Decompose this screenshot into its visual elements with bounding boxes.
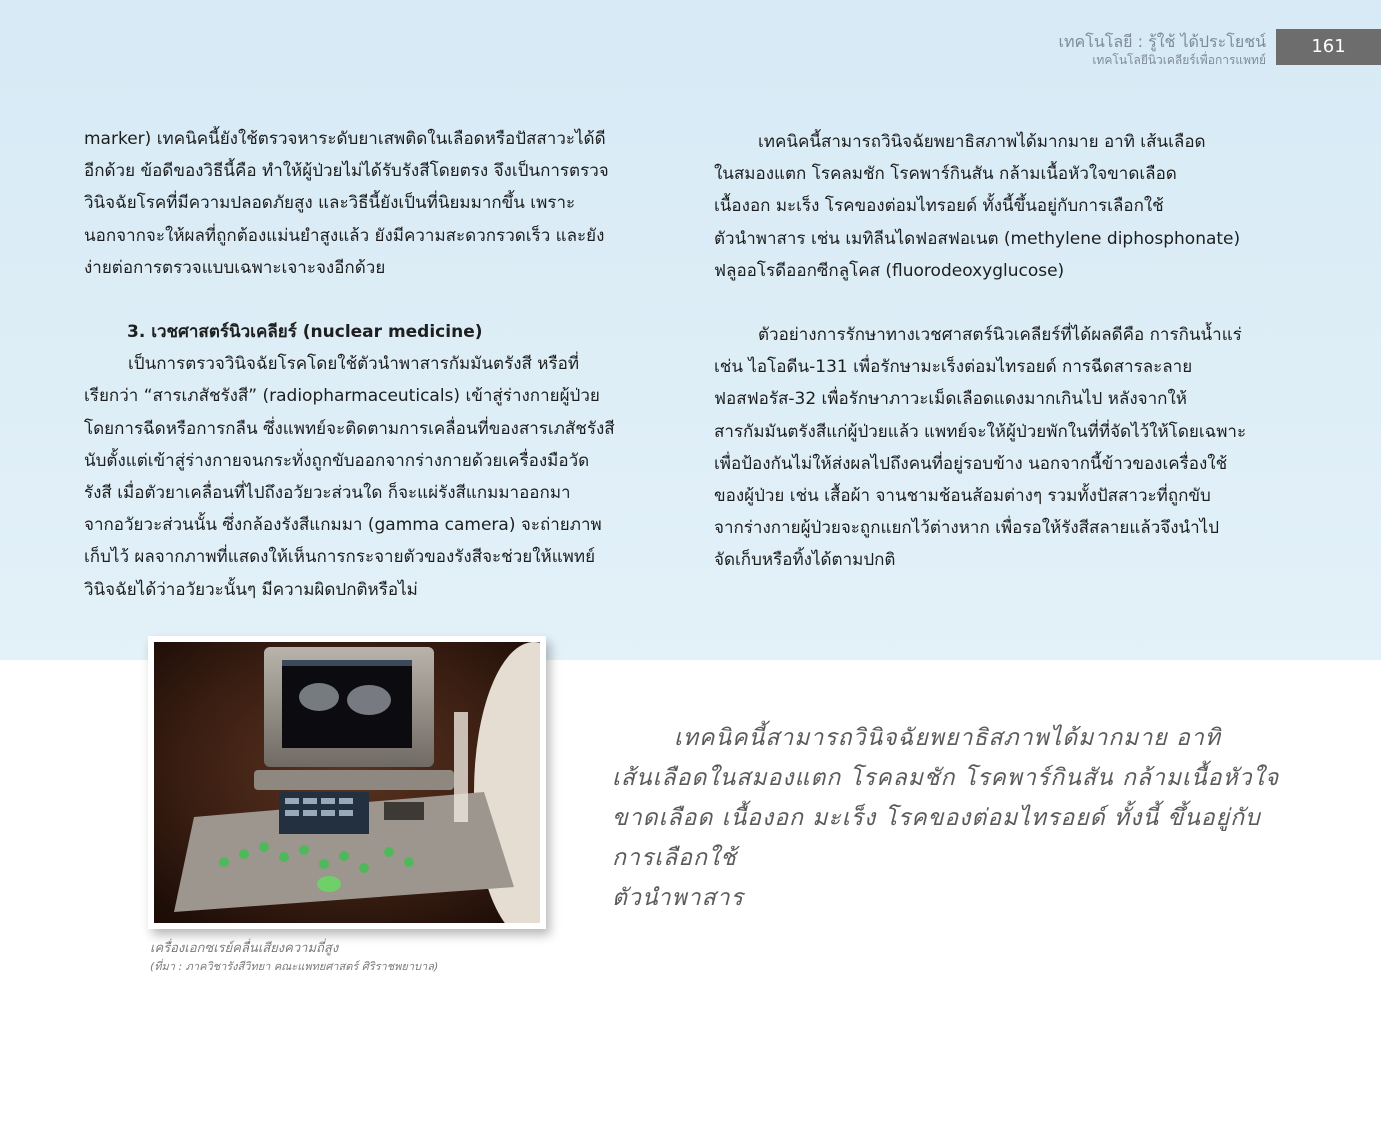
pull-quote-line: เทคนิคนี้สามารถวินิจฉัยพยาธิสภาพได้มากมาย อาทิ xyxy=(674,725,1221,751)
body-line: เป็นการตรวจวินิจฉัยโรคโดยใช้ตัวนำพาสารกัมมันตรังสี หรือที่ xyxy=(128,354,580,375)
body-line: เช่น ไอโอดีน-131 เพื่อรักษามะเร็งต่อมไทรอยด์ การฉีดสารละลาย xyxy=(714,357,1193,378)
left-column xyxy=(84,123,657,606)
body-line: นอกจากจะให้ผลที่ถูกต้องแม่นยำสูงแล้ว ยังมีความสะดวกรวดเร็ว และยัง xyxy=(84,225,605,246)
pull-quote xyxy=(612,718,1288,918)
body-line: รังสี เมื่อตัวยาเคลื่อนที่ไปถึงอวัยวะส่วนใด ก็จะแผ่รังสีแกมมาออกมา xyxy=(84,483,571,504)
right-column xyxy=(714,126,1277,577)
body-line: สารกัมมันตรังสีแก่ผู้ป่วยแล้ว แพทย์จะให้ผู้ป่วยพักในที่ที่จัดไว้ให้โดยเฉพาะ xyxy=(714,421,1247,442)
body-line: ของผู้ป่วย เช่น เสื้อผ้า จานชามช้อนส้อมต่างๆ รวมทั้งปัสสาวะที่ถูกขับ xyxy=(714,486,1211,507)
body-line: จากอวัยวะส่วนนั้น ซึ่งกล้องรังสีแกมมา (gamma camera) จะถ่ายภาพ xyxy=(84,515,602,536)
body-line: marker) เทคนิคนี้ยังใช้ตรวจหาระดับยาเสพติดในเลือดหรือปัสสาวะได้ดี xyxy=(84,129,606,149)
running-header xyxy=(1059,32,1266,68)
ultrasound-machine-image xyxy=(154,642,540,923)
body-line: ฟอสฟอรัส-32 เพื่อรักษาภาวะเม็ดเลือดแดงมากเกินไป หลังจากให้ xyxy=(714,389,1187,410)
photo-caption-title: เครื่องเอกซเรย์คลื่นเสียงความถี่สูง xyxy=(150,941,339,956)
pull-quote-line: ตัวนำพาสาร xyxy=(612,885,744,911)
body-line: ในสมองแตก โรคลมชัก โรคพาร์กินสัน กล้ามเนื้อหัวใจขาดเลือด xyxy=(714,164,1177,185)
running-header-title: เทคโนโลยี : รู้ใช้ ได้ประโยชน์ xyxy=(1058,32,1266,51)
photo-caption-source: (ที่มา : ภาควิชารังสีวิทยา คณะแพทยศาสตร์ ศิริราชพยาบาล) xyxy=(150,960,439,973)
body-line: นับตั้งแต่เข้าสู่ร่างกายจนกระทั่งถูกขับออกจากร่างกายด้วยเครื่องมือวัด xyxy=(84,450,590,471)
body-line: วินิจฉัยได้ว่าอวัยวะนั้นๆ มีความผิดปกติหรือไม่ xyxy=(84,579,418,600)
body-line: ตัวอย่างการรักษาทางเวชศาสตร์นิวเคลียร์ที่ได้ผลดีคือ การกินน้ำแร่ xyxy=(758,325,1242,346)
running-header-subtitle: เทคโนโลยีนิวเคลียร์เพื่อการแพทย์ xyxy=(1092,53,1266,67)
section-heading: 3. เวชศาสตร์นิวเคลียร์ (nuclear medicine) xyxy=(127,322,483,343)
body-line: ง่ายต่อการตรวจแบบเฉพาะเจาะจงอีกด้วย xyxy=(84,257,386,278)
body-line: เนื้องอก มะเร็ง โรคของต่อมไทรอยด์ ทั้งนี้ขึ้นอยู่กับการเลือกใช้ xyxy=(714,196,1164,217)
body-line: โดยการฉีดหรือการกลืน ซึ่งแพทย์จะติดตามการเคลื่อนที่ของสารเภสัชรังสี xyxy=(84,418,615,439)
body-line: ฟลูออโรดีออกซีกลูโคส (fluorodeoxyglucose) xyxy=(714,260,1065,281)
body-line: เรียกว่า “สารเภสัชรังสี” (radiopharmaceuticals) เข้าสู่ร่างกายผู้ป่วย xyxy=(84,386,600,407)
pull-quote-line: ขาดเลือด เนื้องอก มะเร็ง โรคของต่อมไทรอยด์ ทั้งนี้ ขึ้นอยู่กับการเลือกใช้ xyxy=(612,805,1261,871)
body-line: เก็บไว้ ผลจากภาพที่แสดงให้เห็นการกระจายตัวของรังสีจะช่วยให้แพทย์ xyxy=(84,547,596,568)
body-line: เทคนิคนี้สามารถวินิจฉัยพยาธิสภาพได้มากมาย อาทิ เส้นเลือด xyxy=(758,132,1206,152)
ultrasound-machine-photo xyxy=(148,636,546,929)
page-number: 161 xyxy=(1276,29,1381,65)
body-line: ตัวนำพาสาร เช่น เมทิลีนไดฟอสฟอเนต (methylene diphosphonate) xyxy=(714,228,1241,249)
body-line: วินิจฉัยโรคที่มีความปลอดภัยสูง และวิธีนี้ยังเป็นที่นิยมมากขึ้น เพราะ xyxy=(84,193,576,214)
body-line: จัดเก็บหรือทิ้งได้ตามปกติ xyxy=(714,550,896,571)
photo-caption xyxy=(150,940,550,976)
body-line: อีกด้วย ข้อดีของวิธีนี้คือ ทำให้ผู้ป่วยไม่ได้รับรังสีโดยตรง จึงเป็นการตรวจ xyxy=(84,161,609,182)
body-line: จากร่างกายผู้ป่วยจะถูกแยกไว้ต่างหาก เพื่อรอให้รังสีสลายแล้วจึงนำไป xyxy=(714,518,1220,539)
body-line: เพื่อป้องกันไม่ให้ส่งผลไปถึงคนที่อยู่รอบข้าง นอกจากนี้ข้าวของเครื่องใช้ xyxy=(714,453,1228,474)
pull-quote-line: เส้นเลือดในสมองแตก โรคลมชัก โรคพาร์กินสัน กล้ามเนื้อหัวใจ xyxy=(612,765,1280,791)
